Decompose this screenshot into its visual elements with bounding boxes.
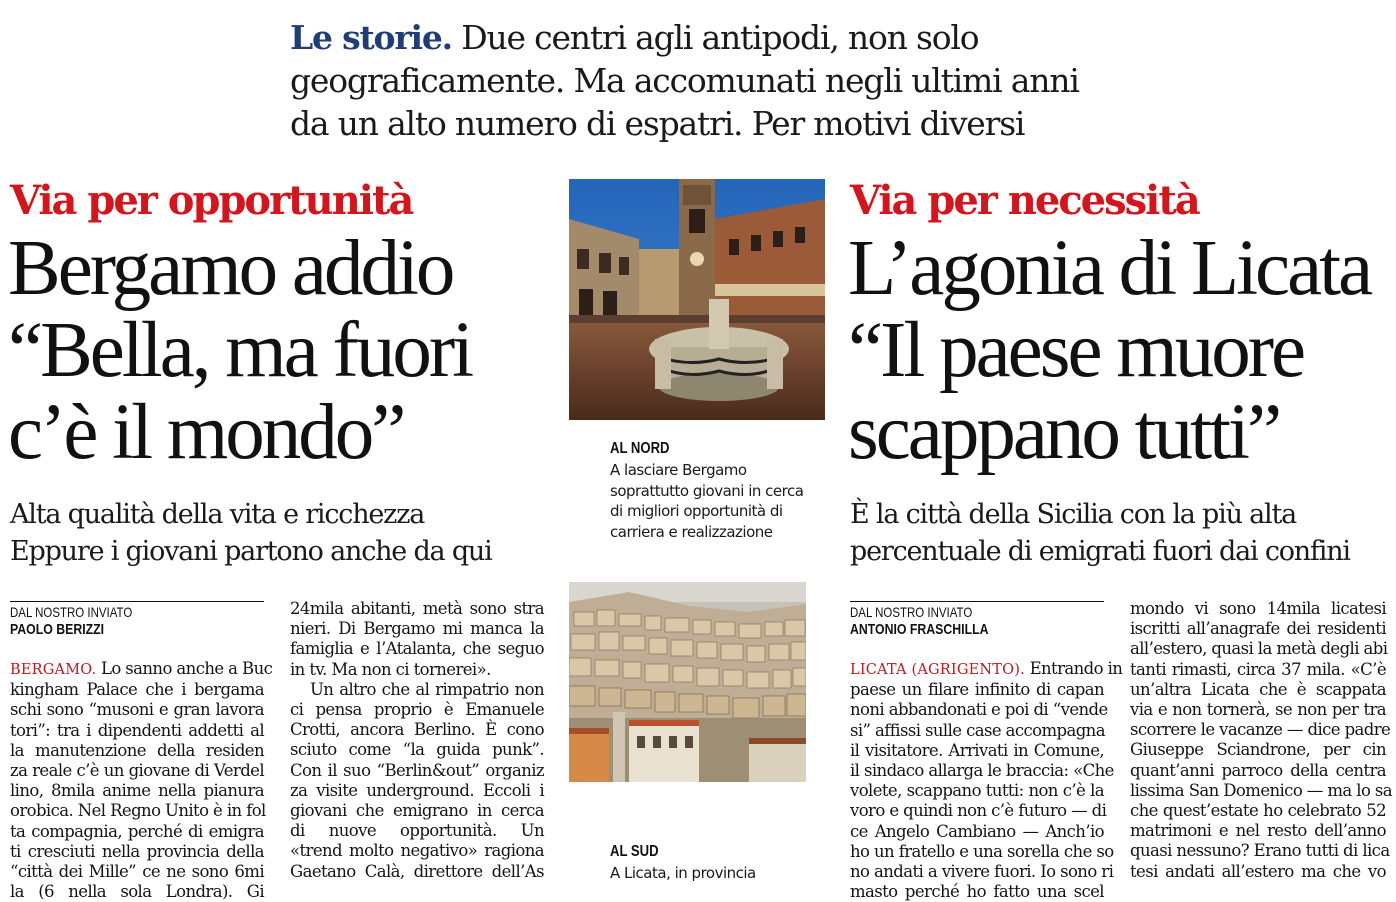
intro-line-3: da un alto numero di espatri. Per motivi diversi bbox=[290, 104, 1025, 143]
intro-kicker: Le storie. bbox=[290, 18, 452, 57]
text-line: noni abbandonati e poi di “vende bbox=[850, 700, 1108, 720]
text-line: scorrere le vacanze — dice padre bbox=[1130, 720, 1391, 740]
left-subhead-line: Alta qualità della vita e ricchezza bbox=[10, 499, 425, 530]
text-line: sciuto come “la guida punk”. bbox=[290, 740, 544, 760]
text-line: il visitatore. Arrivati in Comune, bbox=[850, 740, 1104, 760]
text-line: no andati a vivere fuori. Io sono ri bbox=[850, 862, 1114, 882]
text-line: mondo vi sono 14mila licatesi bbox=[1130, 599, 1386, 618]
right-byline-name: ANTONIO FRASCHILLA bbox=[850, 621, 989, 638]
left-subhead bbox=[10, 496, 492, 570]
text-line: BERGAMO. Lo sanno anche a Buc bbox=[10, 659, 273, 678]
bergamo-photo bbox=[569, 179, 825, 420]
text-line: tanti rimasti, circa 37 mila. «C’è bbox=[1130, 659, 1386, 679]
right-section-label: Via per necessità bbox=[850, 177, 1199, 224]
right-column-1 bbox=[850, 659, 1123, 902]
left-headline-line: “Bella, ma fuori bbox=[8, 307, 472, 394]
text-line: in tv. Ma non ci tornerei». bbox=[290, 659, 491, 679]
text-line: volete, scappano tutti: non c’è la bbox=[850, 781, 1104, 801]
south-caption bbox=[610, 863, 840, 884]
text-line: che quest’estate ho celebrato 52 bbox=[1130, 801, 1386, 821]
text-line: lissima San Domenico — ma lo sa bbox=[1130, 780, 1393, 800]
intro-line-2: geograficamente. Ma accomunati negli ultimi anni bbox=[290, 61, 1079, 100]
dateline: BERGAMO. bbox=[10, 662, 97, 678]
right-subhead-line: È la città della Sicilia con la più alta bbox=[850, 499, 1297, 530]
caption-line: di migliori opportunità di bbox=[610, 502, 783, 520]
text-line: all’estero, quasi la metà degli abi bbox=[1130, 639, 1388, 659]
left-byline-rule bbox=[10, 601, 264, 602]
caption-line: soprattutto giovani in cerca bbox=[610, 481, 804, 500]
right-byline-rule bbox=[850, 601, 1104, 602]
right-headline-line: “Il paese muore bbox=[848, 307, 1304, 394]
text-line: schi sono “musoni e gran lavora bbox=[10, 700, 264, 720]
dateline: LICATA (AGRIGENTO). bbox=[850, 662, 1025, 678]
licata-photo bbox=[569, 582, 806, 782]
right-headline-line: scappano tutti” bbox=[848, 389, 1280, 476]
caption-line: carriera e realizzazione bbox=[610, 522, 773, 541]
caption-line: A Licata, in provincia bbox=[610, 864, 756, 882]
text-line: nieri. Di Bergamo mi manca la bbox=[290, 619, 544, 639]
left-headline-line: Bergamo addio bbox=[8, 225, 453, 312]
text-line: «trend molto negativo» ragiona bbox=[290, 841, 544, 861]
text-line: ce Angelo Cambiano — Anch’io bbox=[850, 821, 1104, 841]
left-headline-line: c’è il mondo” bbox=[8, 389, 404, 476]
left-byline-name: PAOLO BERIZZI bbox=[10, 621, 105, 638]
right-headline-line: L’agonia di Licata bbox=[848, 225, 1371, 312]
caption-line: A lasciare Bergamo bbox=[610, 461, 747, 479]
text-line: lino, 8mila anime nella pianura bbox=[10, 781, 264, 801]
text-line: famiglia e l’Atalanta, che seguo bbox=[290, 639, 544, 659]
text-line: ho un fratello e una sorella che so bbox=[850, 841, 1114, 861]
left-byline-label: DAL NOSTRO INVIATO bbox=[10, 604, 133, 620]
north-caption bbox=[610, 460, 840, 542]
right-subhead bbox=[850, 496, 1350, 570]
text-line: la manutenzione della residen bbox=[10, 740, 264, 760]
text-line: Crotti, ancora Berlino. È cono bbox=[290, 720, 544, 740]
left-column-1 bbox=[10, 659, 273, 902]
left-headline bbox=[8, 225, 472, 476]
left-column-2 bbox=[290, 599, 544, 882]
text-line: matrimoni e nel resto dell’anno bbox=[1130, 821, 1386, 841]
right-byline-label: DAL NOSTRO INVIATO bbox=[850, 604, 973, 620]
text-line: kingham Palace che i bergama bbox=[10, 680, 264, 700]
text-line: masto perché ho fatto una scel bbox=[850, 882, 1104, 902]
text-line: si” affissi sulle case accompagna bbox=[850, 720, 1105, 740]
north-caption-label: AL NORD bbox=[610, 440, 670, 457]
text-line: ta compagnia, perché di emigra bbox=[10, 821, 264, 841]
text-line: ci pensa proprio è Emanuele bbox=[290, 700, 544, 720]
text-line: tesi andati all’estero ma che vo bbox=[1130, 861, 1386, 881]
text-line: Gaetano Calà, direttore dell’As bbox=[290, 861, 544, 881]
text-line: LICATA (AGRIGENTO). Entrando in bbox=[850, 659, 1123, 678]
text-line: il sindaco allarga le braccia: «Che bbox=[850, 761, 1114, 781]
text-line: za visite underground. Eccoli i bbox=[290, 780, 544, 800]
text-line: di nuove opportunità. Un bbox=[290, 821, 544, 841]
south-caption-label: AL SUD bbox=[610, 843, 659, 860]
text-line: paese un filare infinito di capan bbox=[850, 680, 1104, 700]
text-line: iscritti all’anagrafe dei residenti bbox=[1130, 619, 1386, 639]
text-line: 24mila abitanti, metà sono stra bbox=[290, 599, 544, 618]
intro-blurb bbox=[290, 16, 1090, 145]
text-line: un’altra Licata che è scappata bbox=[1130, 679, 1386, 699]
text-line: tori”: tra i dipendenti addetti al bbox=[10, 720, 264, 740]
text-line: ti cresciuti nella provincia della bbox=[10, 841, 264, 861]
text-line: giovani che emigrano in cerca bbox=[290, 801, 544, 821]
text-line: “città dei Mille” ce ne sono 6mi bbox=[10, 862, 264, 882]
text-line: Con il suo “Berlin&out” organiz bbox=[290, 760, 544, 780]
text-line: voro e quindi non c’è futuro — di bbox=[850, 801, 1107, 821]
right-headline bbox=[848, 225, 1371, 476]
text-line: Un altro che al rimpatrio non bbox=[310, 679, 544, 699]
text-line: quasi nessuno? Erano tutti di lica bbox=[1130, 841, 1390, 861]
right-column-2 bbox=[1130, 599, 1393, 882]
text-line: via e non tornerà, se non per tra bbox=[1130, 700, 1386, 720]
text-line: Giuseppe Sciandrone, per cin bbox=[1130, 740, 1386, 760]
text-line: la (6 nella sola Londra). Gi bbox=[10, 882, 264, 902]
left-subhead-line: Eppure i giovani partono anche da qui bbox=[10, 536, 492, 567]
intro-line-1: Due centri agli antipodi, non solo bbox=[461, 18, 979, 57]
text-line: orobica. Nel Regno Unito è in fol bbox=[10, 801, 266, 821]
right-subhead-line: percentuale di emigrati fuori dai confini bbox=[850, 536, 1350, 567]
text-line: quant’anni parroco della centra bbox=[1130, 760, 1386, 780]
left-section-label: Via per opportunità bbox=[10, 177, 413, 224]
text-line: za reale c’è un giovane di Verdel bbox=[10, 761, 264, 781]
